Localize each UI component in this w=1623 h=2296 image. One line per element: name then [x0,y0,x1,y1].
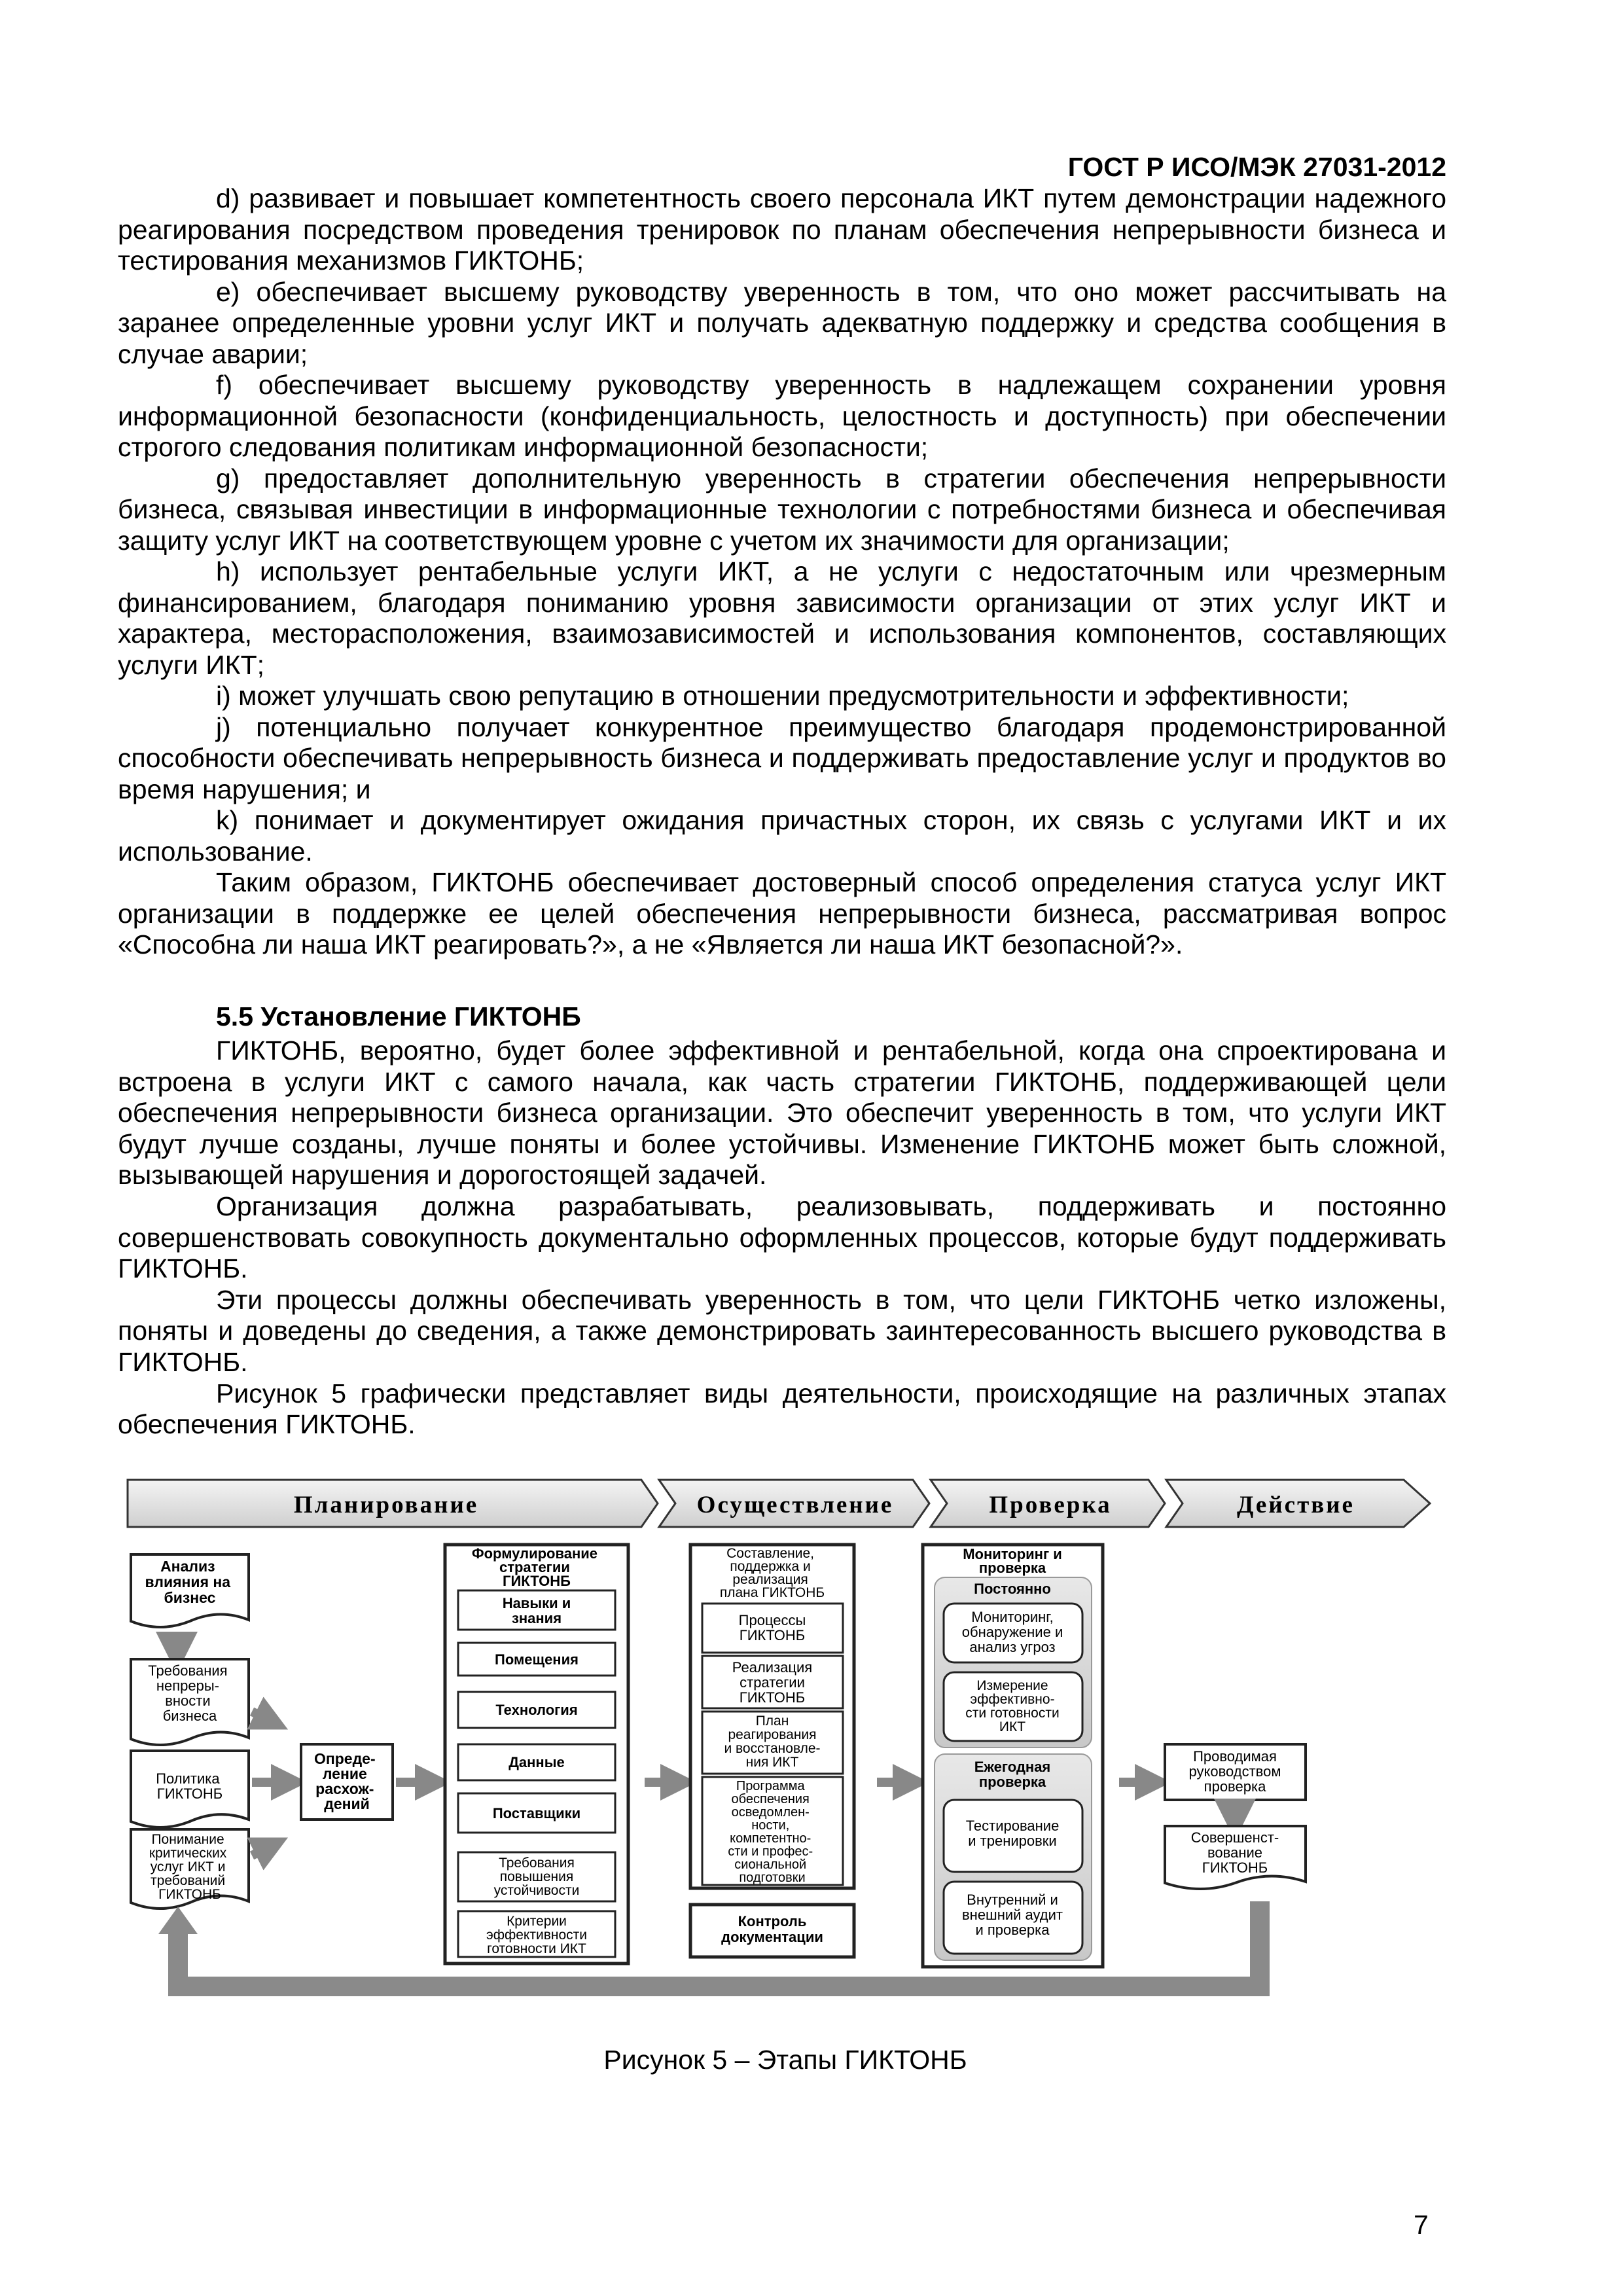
svg-text:Критерииэффективностиготовност: Критерии эффективности готовности ИКТ [486,1914,588,1956]
svg-text:Программа обеспечения: Программа обеспечения осведомлен- ности, компетентно- сти и профес- сиональной подготовки [728,1779,813,1885]
section-paragraph: ГИКТОНБ, вероятно, будет более эффективной и рентабельной, когда она спроектирована и встроена в услуги ИКТ с самого начала, как часть стратегии ГИКТОНБ, поддерживающей цели обеспечения непрерывности бизнеса организации. Это обеспечит уверенность в том, что услуги ИКТ будут лучше созданы, лучше поняты и более устойчивы. Изменение ГИКТОНБ может быть сложной, вызывающей нарушения и дорогостоящей задачей. [118,1035,1446,1191]
phase-do [659,1480,929,1527]
phase-planning-label: Планирование [293,1492,479,1518]
box-gap-analysis [301,1744,393,1820]
svg-text:Составление, поддержка и: Составление, поддержка и реализация плана ГИКТОНБ [719,1546,825,1600]
svg-text:Совершенст-вованиеГИКТОНБ: Совершенст-вование ГИКТОНБ [1190,1829,1279,1876]
svg-text:Мониторинг ипроверка: Мониторинг и проверка [963,1546,1062,1576]
section-body [118,1035,1446,1441]
panel-strategy [445,1545,628,1964]
figure-caption: Рисунок 5 – Этапы ГИКТОНБ [603,2045,967,2075]
paragraph-j: j) потенциально получает конкурентное преимущество благодаря продемонстрированной способности обеспечивать непрерывность бизнеса и поддерживать предоставление услуг и продуктов во время нарушения; и [118,711,1446,804]
svg-text:Понимание критических: Понимание критических услуг ИКТ и требований ГИКТОНБ [149,1832,227,1902]
doc-impact-analysis [131,1554,249,1627]
phase-planning [128,1480,658,1527]
svg-text:РеализациястратегииГИКТОНБ: Реализация стратегии ГИКТОНБ [732,1659,813,1706]
phase-act-label: Действие [1237,1492,1355,1518]
paragraph-e: e) обеспечивает высшему руководству уверенность в том, что оно может рассчитывать на заранее определенные уровни услуг ИКТ и получать адекватную поддержку и средства сообщения в случае аварии; [118,276,1446,369]
paragraph-d: d) развивает и повышает компетентность своего персонала ИКТ путем демонстрации надежного реагирования посредством проведения тренировок по планам обеспечения непрерывности бизнеса и тестирования механизмов ГИКТОНБ; [118,183,1446,276]
svg-text:Формулирование стратегии: Формулирование стратегии ГИКТОНБ [471,1545,598,1589]
section-paragraph: Организация должна разрабатывать, реализовывать, поддерживать и постоянно совершенствовать совокупность документально оформленных процессов, которые будут поддерживать ГИКТОНБ. [118,1191,1446,1284]
svg-text:Измерениеэффективно-сти готовн: Измерение эффективно-сти готовности ИКТ [965,1678,1060,1734]
doc-critical-services [131,1829,249,1909]
svg-text:Тестированиеи тренировки: Тестирование и тренировки [965,1818,1060,1849]
svg-text:Требования непреры-: Требования непреры- вности бизнеса [148,1662,228,1724]
doc-continuity-requirements [131,1659,249,1745]
phase-check [931,1480,1165,1527]
svg-text:Анализ влияния на: Анализ влияния на бизнес [145,1558,231,1606]
svg-text:Постоянно: Постоянно [974,1581,1051,1597]
figure-5-diagram [118,1469,1446,2013]
paragraph-i: i) может улучшать свою репутацию в отношении предусмотрительности и эффективности; [216,681,1349,711]
paragraph-summary: Таким образом, ГИКТОНБ обеспечивает достоверный способ определения статуса услуг ИКТ организации в поддержке ее целей обеспечения непрерывности бизнеса, рассматривая вопрос «Способна ли наша ИКТ реагировать?», а не «Является ли наша ИКТ безопасной?». [118,867,1446,960]
svg-text:ПроцессыГИКТОНБ: Процессы ГИКТОНБ [738,1612,806,1643]
doc-improvement [1165,1826,1306,1889]
doc-management-review [1165,1744,1306,1800]
svg-text:Навыки изнания: Навыки и знания [502,1595,571,1626]
section-paragraph: Рисунок 5 графически представляет виды деятельности, происходящие на различных этапах обеспечения ГИКТОНБ. [118,1378,1446,1440]
svg-text:Политика ГИКТОНБ: Политика ГИКТОНБ [156,1770,223,1802]
phase-check-label: Проверка [989,1492,1112,1518]
paragraph-g: g) предоставляет дополнительную уверенность в стратегии обеспечения непрерывности бизнеса, связывая инвестиции в информационные технологии с потребностями бизнеса и обеспечивая защиту услуг ИКТ на соответствующем уровне с учетом их значимости для организации; [118,463,1446,556]
doc-policy [131,1751,249,1827]
box-document-control [690,1905,854,1957]
svg-text:Поставщики: Поставщики [492,1805,581,1821]
paragraph-f: f) обеспечивает высшему руководству уверенность в надлежащем сохранении уровня информационной безопасности (конфиденциальность, целостность и доступность) при обеспечении строгого следования политикам информационной безопасности; [118,370,1446,462]
svg-text:Контрольдокументации: Контроль документации [721,1913,823,1945]
svg-text:Проводимаяруководствомпроверка: Проводимая руководством проверка [1188,1748,1281,1795]
flow-arrow [252,1846,272,1856]
panel-implementation [690,1545,854,1888]
svg-text:Технология: Технология [495,1702,578,1718]
phase-do-label: Осуществление [696,1492,894,1518]
svg-text:Данные: Данные [508,1754,565,1770]
svg-text:Помещения: Помещения [495,1651,579,1668]
svg-text:Мониторинг,обнаружение ианализ: Мониторинг, обнаружение и анализ угроз [961,1609,1063,1655]
svg-text:Планреагированияи восстановле-: План реагирования и восстановле-ния ИКТ [724,1713,821,1770]
section-paragraph: Эти процессы должны обеспечивать уверенность в том, что цели ГИКТОНБ четко изложены, поняты и доведены до сведения, а также демонстрировать заинтересованность высшего руководства в ГИКТОНБ. [118,1284,1446,1377]
paragraph-k: k) понимает и документирует ожидания причастных сторон, их связь с услугами ИКТ и их использование. [118,805,1446,867]
page-number: 7 [1414,2210,1429,2240]
document-header: ГОСТ Р ИСО/МЭК 27031-2012 [1067,152,1446,182]
paragraph-h: h) использует рентабельные услуги ИКТ, а не услуги с недостаточным или чрезмерным финансированием, благодаря пониманию уровня зависимости организации от этих услуг ИКТ и характера, месторасположения, взаимозависимостей и использования компонентов, составляющих услуги ИКТ; [118,556,1446,680]
phase-act [1166,1480,1430,1527]
svg-text:Ежегоднаяпроверка: Ежегодная проверка [974,1759,1051,1790]
panel-check [923,1545,1103,1967]
svg-text:Опреде- ление расх: Опреде- ление расхож- дений [313,1750,376,1812]
svg-text:Требованияповышенияустойчивост: Требования повышения устойчивости [493,1856,580,1898]
feedback-arrow-head [158,1907,198,1934]
flow-arrow [252,1712,272,1721]
body-text [118,183,1446,961]
svg-text:Внутренний ивнешний аудити про: Внутренний и внешний аудит и проверка [961,1892,1063,1938]
section-heading: 5.5 Установление ГИКТОНБ [216,1001,581,1031]
